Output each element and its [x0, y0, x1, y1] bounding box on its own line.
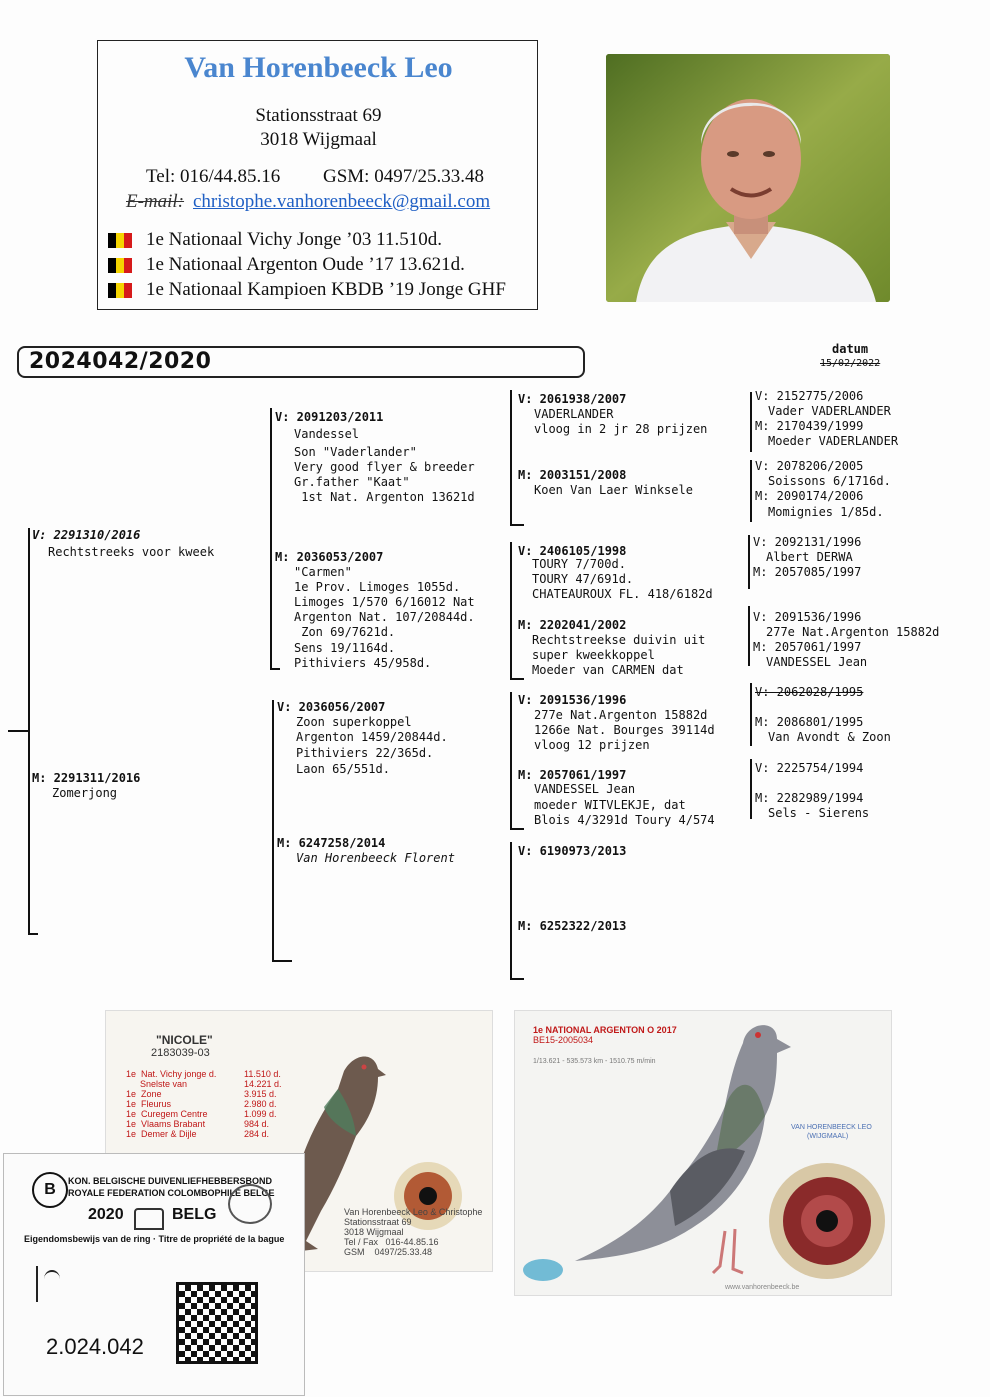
g3-ring: V: 2406105/1998 [518, 544, 627, 558]
g4-ring: V: 2091536/1996 [753, 610, 862, 624]
grandsire-maternal-ring: V: 2036056/2007 [277, 700, 386, 714]
city: 3018 Wijgmaal [260, 129, 377, 150]
bracket-line [510, 524, 524, 526]
dam-note: Zomerjong [52, 786, 118, 800]
g4-ring: V: 2078206/2005 [755, 459, 864, 473]
bracket-line [748, 535, 750, 589]
bracket-line [510, 978, 524, 980]
g4-ring: M: 2057061/1997 [753, 640, 862, 654]
bracket-line [750, 460, 752, 522]
g3-line: vloog 12 prijzen [534, 738, 650, 752]
card-stats: 1/13.621 - 535.573 km - 1510.75 m/min [533, 1058, 656, 1065]
ring-mark [44, 1270, 60, 1288]
grandsire-maternal-line: Pithiviers 22/365d. [296, 746, 434, 760]
email-link[interactable]: christophe.vanhorenbeeck@gmail.com [193, 191, 491, 212]
g3-line: super kweekkoppel [532, 648, 655, 662]
email-label: E-mail: [126, 191, 185, 212]
pedigree-title-bar [17, 346, 585, 378]
granddam-paternal-line: Limoges 1/570 6/16012 Nat [294, 595, 475, 609]
street: Stationsstraat 69 [255, 105, 382, 126]
card-result-value: 2.980 d. [244, 1099, 277, 1109]
granddam-paternal-line: Argenton Nat. 107/20844d. [294, 610, 475, 624]
card-result: Snelste van [140, 1079, 188, 1089]
g4-line: Moeder VADERLANDER [768, 434, 899, 448]
ring-country: BELG [172, 1206, 217, 1223]
g3-line: moeder WITVLEKJE, dat [534, 798, 686, 812]
ring-certificate [3, 1153, 305, 1396]
card-result: 1e Vlaams Brabant [126, 1119, 206, 1129]
spacer [306, 1341, 307, 1342]
card-result: 1e Zone [126, 1089, 162, 1099]
card-footer: www.vanhorenbeeck.be [725, 1284, 800, 1291]
pigeon-illustration [515, 1011, 893, 1297]
g3-line: Rechtstreekse duivin uit [532, 633, 706, 647]
card-owner: VAN HORENBEECK LEO [791, 1124, 872, 1131]
g3-ring: M: 2202041/2002 [518, 618, 627, 632]
card-pigeon-name: "NICOLE" [156, 1033, 213, 1047]
ring-number: 2.024.042 [46, 1334, 144, 1359]
card-result-value: 984 d. [244, 1119, 270, 1129]
belgian-flag-icon [108, 233, 132, 248]
belgian-flag-icon [108, 258, 132, 273]
g3-ring: V: 2061938/2007 [518, 392, 627, 406]
g4-line: Vader VADERLANDER [768, 404, 891, 418]
breeder-photo [606, 54, 890, 302]
g3-line: 1266e Nat. Bourges 39114d [534, 723, 715, 737]
org-name-nl: KON. BELGISCHE DUIVENLIEFHEBBERSBOND [68, 1176, 273, 1186]
g4-line: Soissons 6/1716d. [768, 474, 891, 488]
card-city: 3018 Wijgmaal [344, 1227, 404, 1237]
bracket-line [748, 606, 750, 666]
g3-line: 277e Nat.Argenton 15882d [534, 708, 708, 722]
g3-ring: V: 6190973/2013 [518, 844, 627, 858]
granddam-paternal-line: Pithiviers 45/958d. [294, 656, 432, 670]
ring-mark [36, 1266, 38, 1302]
g4-ring: V: 2225754/1994 [755, 761, 864, 775]
g4-ring: M: 2090174/2006 [755, 489, 864, 503]
sponsor-logo-icon [523, 1259, 563, 1281]
card-pigeon-ring: 2183039-03 [151, 1047, 210, 1059]
granddam-maternal-ring: M: 6247258/2014 [277, 836, 386, 850]
bracket-line [510, 828, 524, 830]
g3-ring: M: 2003151/2008 [518, 468, 627, 482]
g3-ring: V: 2091536/1996 [518, 693, 627, 707]
bracket-line [750, 759, 752, 819]
kbdb-logo-icon: B [32, 1172, 68, 1208]
bracket-line [510, 692, 512, 830]
granddam-paternal-line: Zon 69/7621d. [294, 625, 396, 639]
grandsire-maternal-line: Zoon superkoppel [296, 715, 412, 729]
card-result: 1e Curegem Centre [126, 1109, 208, 1119]
belgian-flag-icon [108, 283, 132, 298]
bracket-line [510, 842, 512, 980]
bracket-line [510, 678, 524, 680]
card-result-value: 14.221 d. [244, 1079, 282, 1089]
card-phone: Tel / Fax 016-44.85.16 [344, 1237, 439, 1247]
pedigree-ring-number: 2024042/2020 [29, 349, 212, 374]
bracket-line [272, 960, 292, 962]
achievement-3: 1e Nationaal Kampioen KBDB ’19 Jonge GHF [108, 279, 506, 301]
g4-ring: M: 2282989/1994 [755, 791, 864, 805]
bracket-line [270, 408, 272, 670]
g3-ring: M: 6252322/2013 [518, 919, 627, 933]
g4-line: VANDESSEL Jean [766, 655, 868, 669]
grandsire-paternal-line: Vandessel [294, 427, 360, 441]
card-gsm: GSM 0497/25.33.48 [344, 1247, 433, 1257]
grandsire-paternal-line: Very good flyer & breeder [294, 460, 475, 474]
card-result-value: 1.099 d. [244, 1109, 277, 1119]
g4-line: Van Avondt & Zoon [768, 730, 891, 744]
g3-line: VADERLANDER [534, 407, 614, 421]
g4-line: Sels - Sierens [768, 806, 870, 820]
crown-icon [134, 1208, 164, 1230]
org-name-fr: ROYALE FEDERATION COLOMBOPHILE BELGE [68, 1188, 275, 1198]
granddam-paternal-line: 1e Prov. Limoges 1055d. [294, 580, 461, 594]
card-result-value: 284 d. [244, 1129, 270, 1139]
g4-line: Albert DERWA [766, 550, 853, 564]
g3-line: vloog in 2 jr 28 prijzen [534, 422, 708, 436]
qr-code-icon [176, 1282, 258, 1364]
granddam-paternal-line: Sens 19/1164d. [294, 641, 396, 655]
sire-note: Rechtstreeks voor kweek [48, 545, 215, 559]
gsm: GSM: 0497/25.33.48 [323, 166, 484, 187]
card-result: 1e Demer & Dijle [126, 1129, 197, 1139]
bracket-line [270, 668, 280, 670]
granddam-paternal-line: "Carmen" [294, 565, 352, 579]
bracket-line [272, 700, 274, 962]
card-title: 1e NATIONAL ARGENTON O 2017 [533, 1025, 677, 1035]
g3-line: Moeder van CARMEN dat [532, 663, 684, 677]
g3-line: Blois 4/3291d Toury 4/574 [534, 813, 715, 827]
bracket-line [8, 730, 28, 732]
bracket-line [28, 528, 30, 935]
grandsire-paternal-line: 1st Nat. Argenton 13621d [294, 490, 475, 504]
g3-line: TOURY 47/691d. [532, 572, 634, 586]
pigeon-logo-icon [228, 1184, 272, 1224]
g4-ring: M: 2170439/1999 [755, 419, 864, 433]
breeder-header-box [97, 40, 538, 310]
g4-line: 277e Nat.Argenton 15882d [766, 625, 940, 639]
granddam-maternal-line: Van Horenbeeck Florent [296, 851, 455, 865]
certificate-subtitle: Eigendomsbewijs van de ring · Titre de propriété de la bague [24, 1234, 285, 1244]
bracket-line [750, 392, 752, 452]
grandsire-maternal-line: Laon 65/551d. [296, 762, 390, 776]
g4-ring: M: 2057085/1997 [753, 565, 862, 579]
telephone: Tel: 016/44.85.16 [146, 166, 281, 187]
breeder-name: Van Horenbeeck Leo [184, 51, 453, 84]
grandsire-paternal-line: Gr.father "Kaat" [294, 475, 410, 489]
bracket-line [510, 390, 512, 526]
dam-ring: M: 2291311/2016 [32, 771, 141, 785]
card-owner: Van Horenbeeck Leo & Christophe [344, 1207, 483, 1217]
sire-ring: V: 2291310/2016 [32, 528, 141, 542]
g4-ring: V: 2062028/1995 [755, 685, 864, 699]
g4-ring: V: 2152775/2006 [755, 389, 864, 403]
card-result: 1e Nat. Vichy jonge d. [126, 1069, 217, 1079]
g4-line: Momignies 1/85d. [768, 505, 884, 519]
g4-ring: V: 2092131/1996 [753, 535, 862, 549]
g4-ring: M: 2086801/1995 [755, 715, 864, 729]
card-ring: BE15-2005034 [533, 1035, 594, 1045]
datum-value: 15/02/2022 [820, 358, 881, 369]
card-city: (WIJGMAAL) [807, 1133, 849, 1140]
bracket-line [28, 933, 38, 935]
bracket-line [510, 542, 512, 680]
achievement-2: 1e Nationaal Argenton Oude ’17 13.621d. [108, 254, 465, 276]
g3-line: CHATEAUROUX FL. 418/6182d [532, 587, 713, 601]
grandsire-maternal-line: Argenton 1459/20844d. [296, 730, 448, 744]
g3-ring: M: 2057061/1997 [518, 768, 627, 782]
ring-year: 2020 [88, 1206, 124, 1223]
pigeon-card-argenton [514, 1010, 892, 1296]
bracket-line [750, 683, 752, 746]
granddam-paternal-ring: M: 2036053/2007 [275, 550, 384, 564]
card-address: Stationsstraat 69 [344, 1217, 412, 1227]
g3-line: TOURY 7/700d. [532, 557, 626, 571]
card-result-value: 3.915 d. [244, 1089, 277, 1099]
achievement-1: 1e Nationaal Vichy Jonge ’03 11.510d. [108, 229, 442, 251]
card-result-value: 11.510 d. [244, 1069, 281, 1079]
g3-line: VANDESSEL Jean [534, 782, 636, 796]
card-result: 1e Fleurus [126, 1099, 172, 1109]
grandsire-paternal-ring: V: 2091203/2011 [275, 410, 384, 424]
g3-line: Koen Van Laer Winksele [534, 483, 693, 497]
grandsire-paternal-line: Son "Vaderlander" [294, 445, 417, 459]
datum-label: datum [832, 342, 869, 356]
